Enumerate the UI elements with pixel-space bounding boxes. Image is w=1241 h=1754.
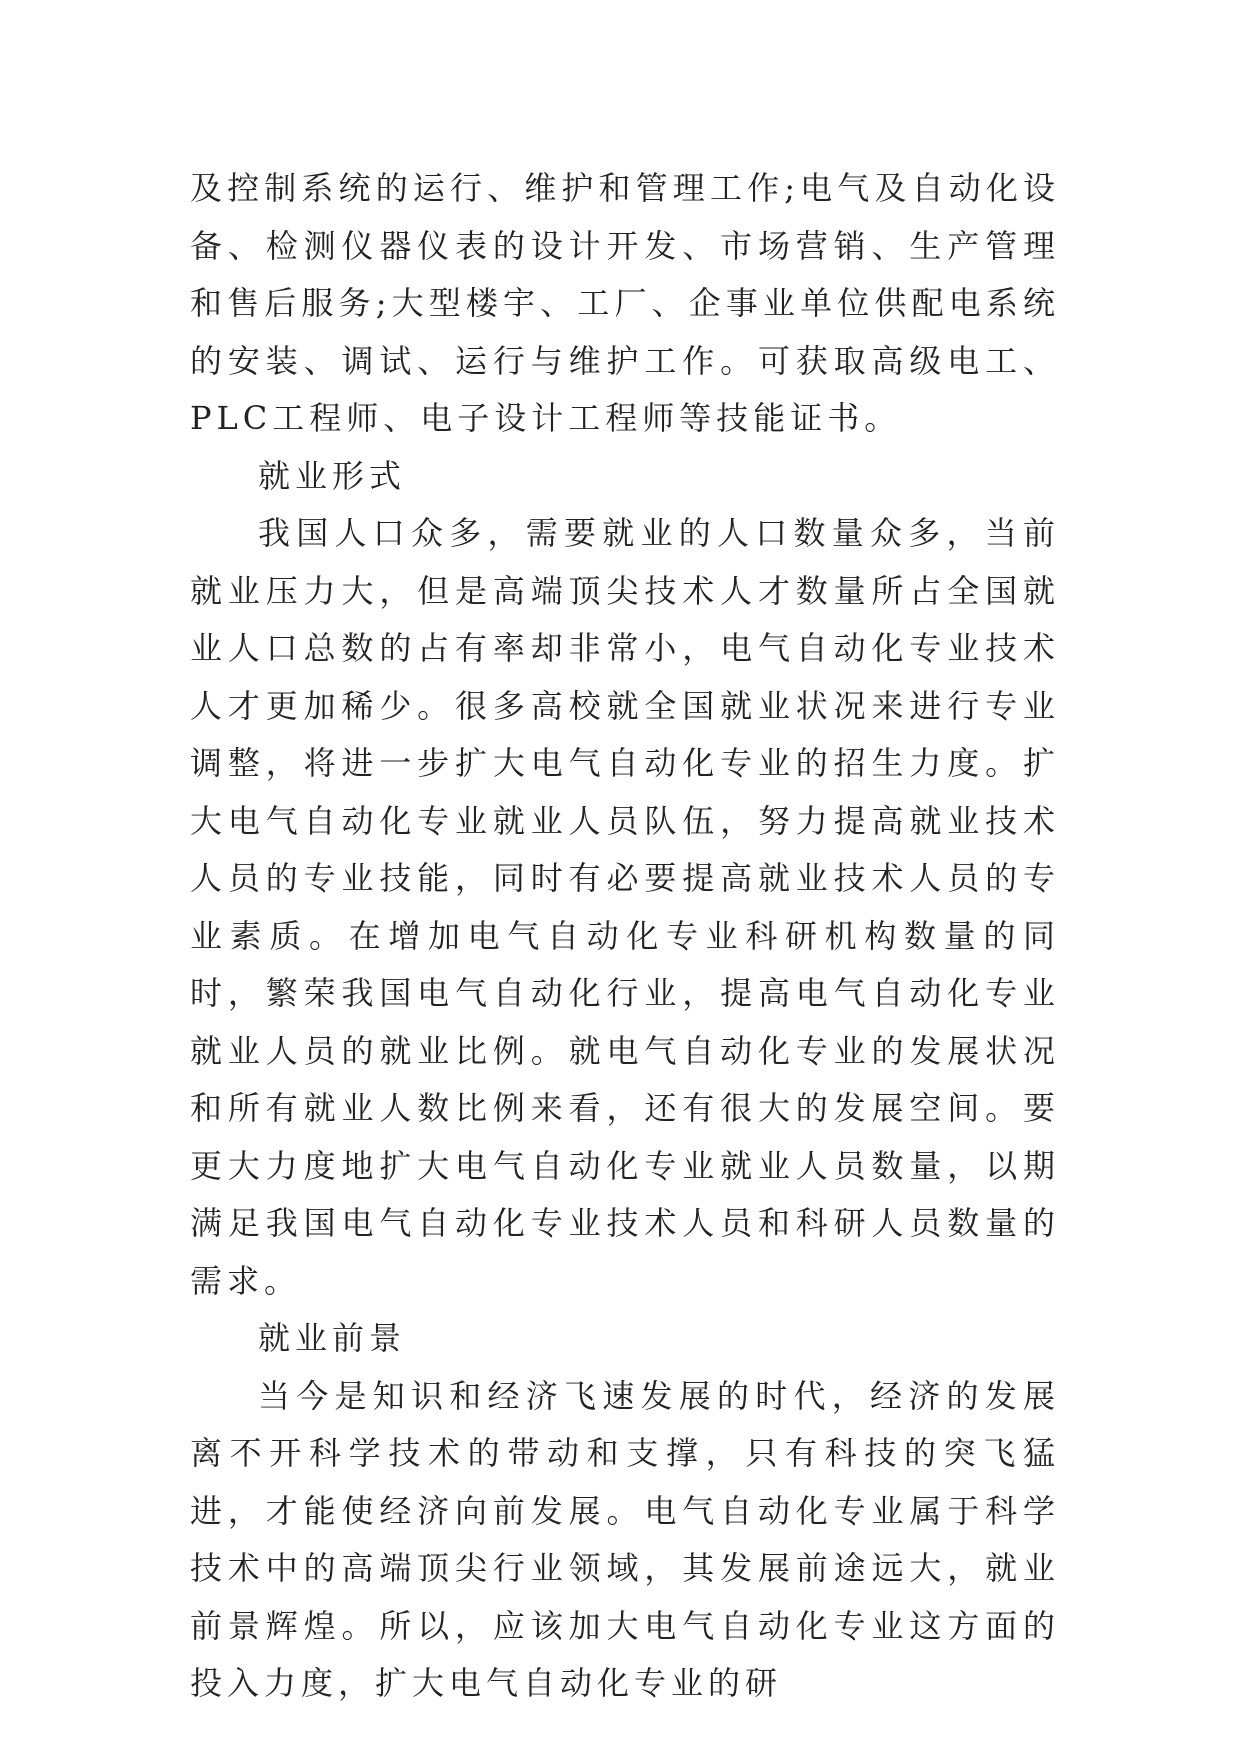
document-body — [190, 160, 1060, 1713]
heading-employment-prospects: 就业前景 — [258, 1319, 407, 1357]
paragraph-employment-prospects: 当今是知识和经济飞速发展的时代，经济的发展离不开科学技术的带动和支撑，只有科技的突飞猛进，才能使经济向前发展。电气自动化专业属于科学技术中的高端顶尖行业领域，其发展前途远大，就业前景辉煌。所以，应该加大电气自动化专业这方面的投入力度，扩大电气自动化专业的研 — [190, 1376, 1060, 1702]
heading-employment-form: 就业形式 — [258, 456, 407, 495]
continued-paragraph: 及控制系统的运行、维护和管理工作;电气及自动化设备、检测仪器仪表的设计开发、市场营销、生产管理和售后服务;大型楼宇、工厂、企事业单位供配电系统的安装、调试、运行与维护工作。可获取高级电工、PLC工程师、电子设计工程师等技能证书。 — [190, 169, 1060, 437]
paragraph-employment-form: 我国人口众多，需要就业的人口数量众多，当前就业压力大，但是高端顶尖技术人才数量所占全国就业人口总数的占有率却非常小，电气自动化专业技术人才更加稀少。很多高校就全国就业状况来进行专业调整，将进一步扩大电气自动化专业的招生力度。扩大电气自动化专业就业人员队伍，努力提高就业技术人员的专业技能，同时有必要提高就业技术人员的专业素质。在增加电气自动化专业科研机构数量的同时，繁荣我国电气自动化行业，提高电气自动化专业就业人员的就业比例。就电气自动化专业的发展状况和所有就业人数比例来看，还有很大的发展空间。要更大力度地扩大电气自动化专业就业人员数量，以期满足我国电气自动化专业技术人员和科研人员数量的需求。 — [190, 514, 1060, 1300]
